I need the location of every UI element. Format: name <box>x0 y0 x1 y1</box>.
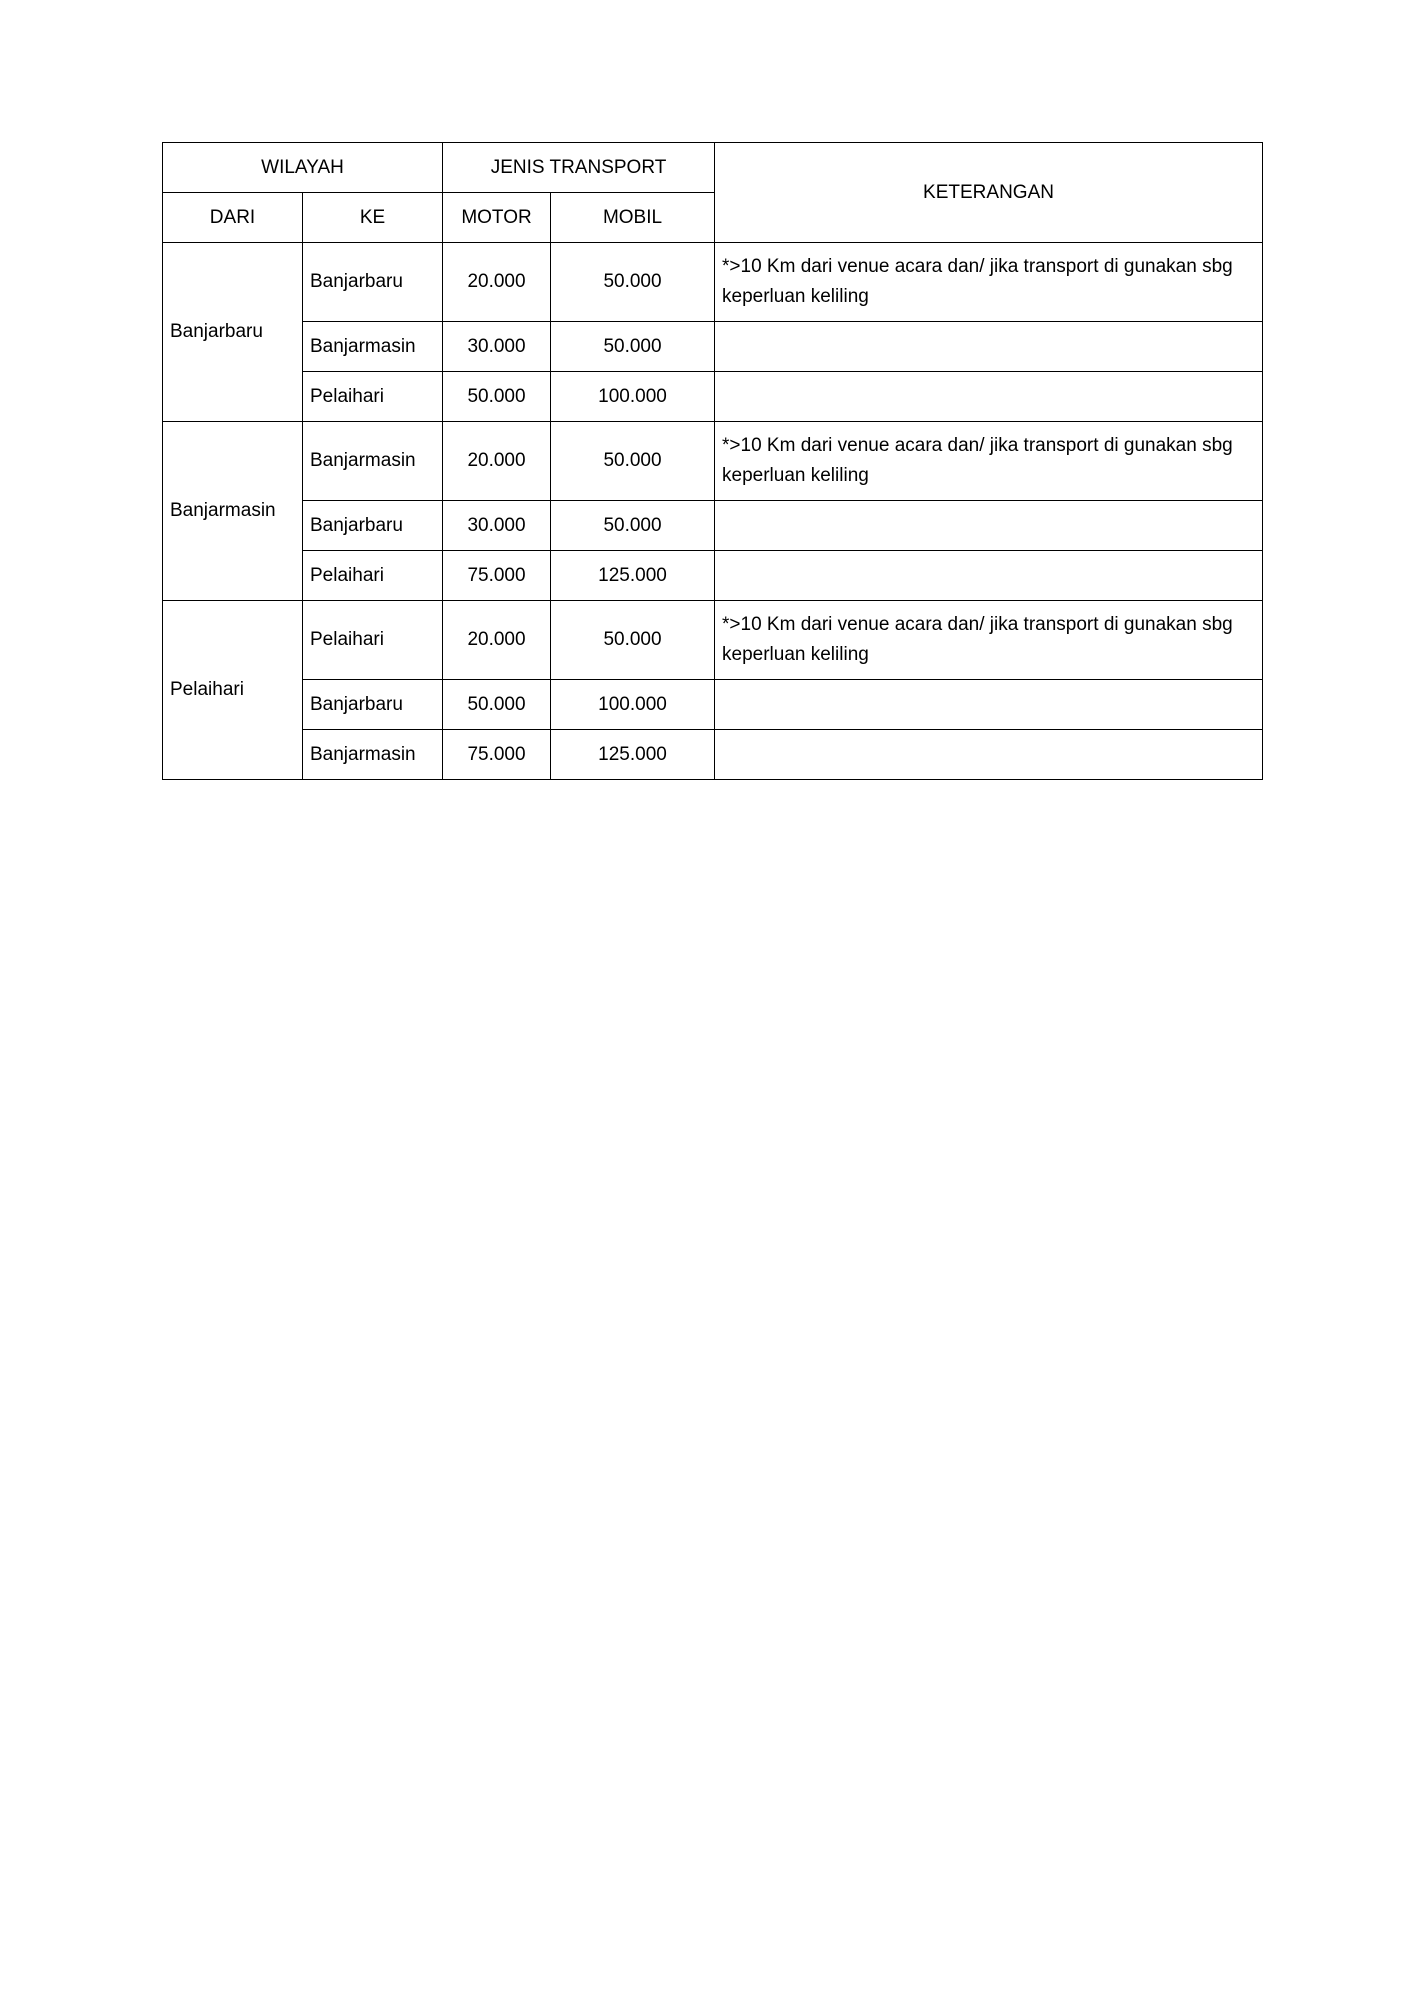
cell-dari: Banjarbaru <box>163 243 303 422</box>
cell-mobil: 50.000 <box>551 601 715 680</box>
table-row <box>163 551 1263 601</box>
table-row <box>163 680 1263 730</box>
table-row <box>163 501 1263 551</box>
cell-ke: Banjarmasin <box>303 322 443 372</box>
cell-motor: 30.000 <box>443 501 551 551</box>
cell-motor: 50.000 <box>443 372 551 422</box>
header-jenis-transport: JENIS TRANSPORT <box>443 143 715 193</box>
cell-keterangan: *>10 Km dari venue acara dan/ jika transport di gunakan sbg keperluan keliling <box>715 243 1263 322</box>
cell-motor: 75.000 <box>443 730 551 780</box>
header-mobil: MOBIL <box>551 193 715 243</box>
cell-ke: Banjarbaru <box>303 243 443 322</box>
cell-motor: 20.000 <box>443 243 551 322</box>
cell-ke: Pelaihari <box>303 601 443 680</box>
table-row <box>163 730 1263 780</box>
cell-mobil: 50.000 <box>551 243 715 322</box>
cell-mobil: 50.000 <box>551 501 715 551</box>
table-row <box>163 243 1263 322</box>
cell-keterangan: *>10 Km dari venue acara dan/ jika transport di gunakan sbg keperluan keliling <box>715 422 1263 501</box>
cell-motor: 75.000 <box>443 551 551 601</box>
header-row-top <box>163 143 1263 193</box>
cell-motor: 50.000 <box>443 680 551 730</box>
cell-ke: Pelaihari <box>303 372 443 422</box>
cell-keterangan <box>715 372 1263 422</box>
cell-dari: Pelaihari <box>163 601 303 780</box>
cell-motor: 20.000 <box>443 601 551 680</box>
header-wilayah: WILAYAH <box>163 143 443 193</box>
cell-mobil: 125.000 <box>551 730 715 780</box>
table-row <box>163 601 1263 680</box>
cell-ke: Banjarbaru <box>303 501 443 551</box>
header-keterangan: KETERANGAN <box>715 143 1263 243</box>
cell-dari: Banjarmasin <box>163 422 303 601</box>
cell-ke: Pelaihari <box>303 551 443 601</box>
header-dari: DARI <box>163 193 303 243</box>
transport-rate-table <box>162 142 1263 780</box>
header-ke: KE <box>303 193 443 243</box>
cell-keterangan <box>715 730 1263 780</box>
cell-mobil: 50.000 <box>551 322 715 372</box>
cell-mobil: 125.000 <box>551 551 715 601</box>
cell-mobil: 100.000 <box>551 372 715 422</box>
cell-keterangan <box>715 322 1263 372</box>
cell-keterangan <box>715 680 1263 730</box>
cell-ke: Banjarmasin <box>303 730 443 780</box>
cell-motor: 30.000 <box>443 322 551 372</box>
table-row <box>163 422 1263 501</box>
cell-motor: 20.000 <box>443 422 551 501</box>
cell-keterangan: *>10 Km dari venue acara dan/ jika transport di gunakan sbg keperluan keliling <box>715 601 1263 680</box>
cell-ke: Banjarmasin <box>303 422 443 501</box>
cell-mobil: 100.000 <box>551 680 715 730</box>
table-row <box>163 372 1263 422</box>
cell-keterangan <box>715 501 1263 551</box>
cell-ke: Banjarbaru <box>303 680 443 730</box>
cell-keterangan <box>715 551 1263 601</box>
header-motor: MOTOR <box>443 193 551 243</box>
table-row <box>163 322 1263 372</box>
cell-mobil: 50.000 <box>551 422 715 501</box>
